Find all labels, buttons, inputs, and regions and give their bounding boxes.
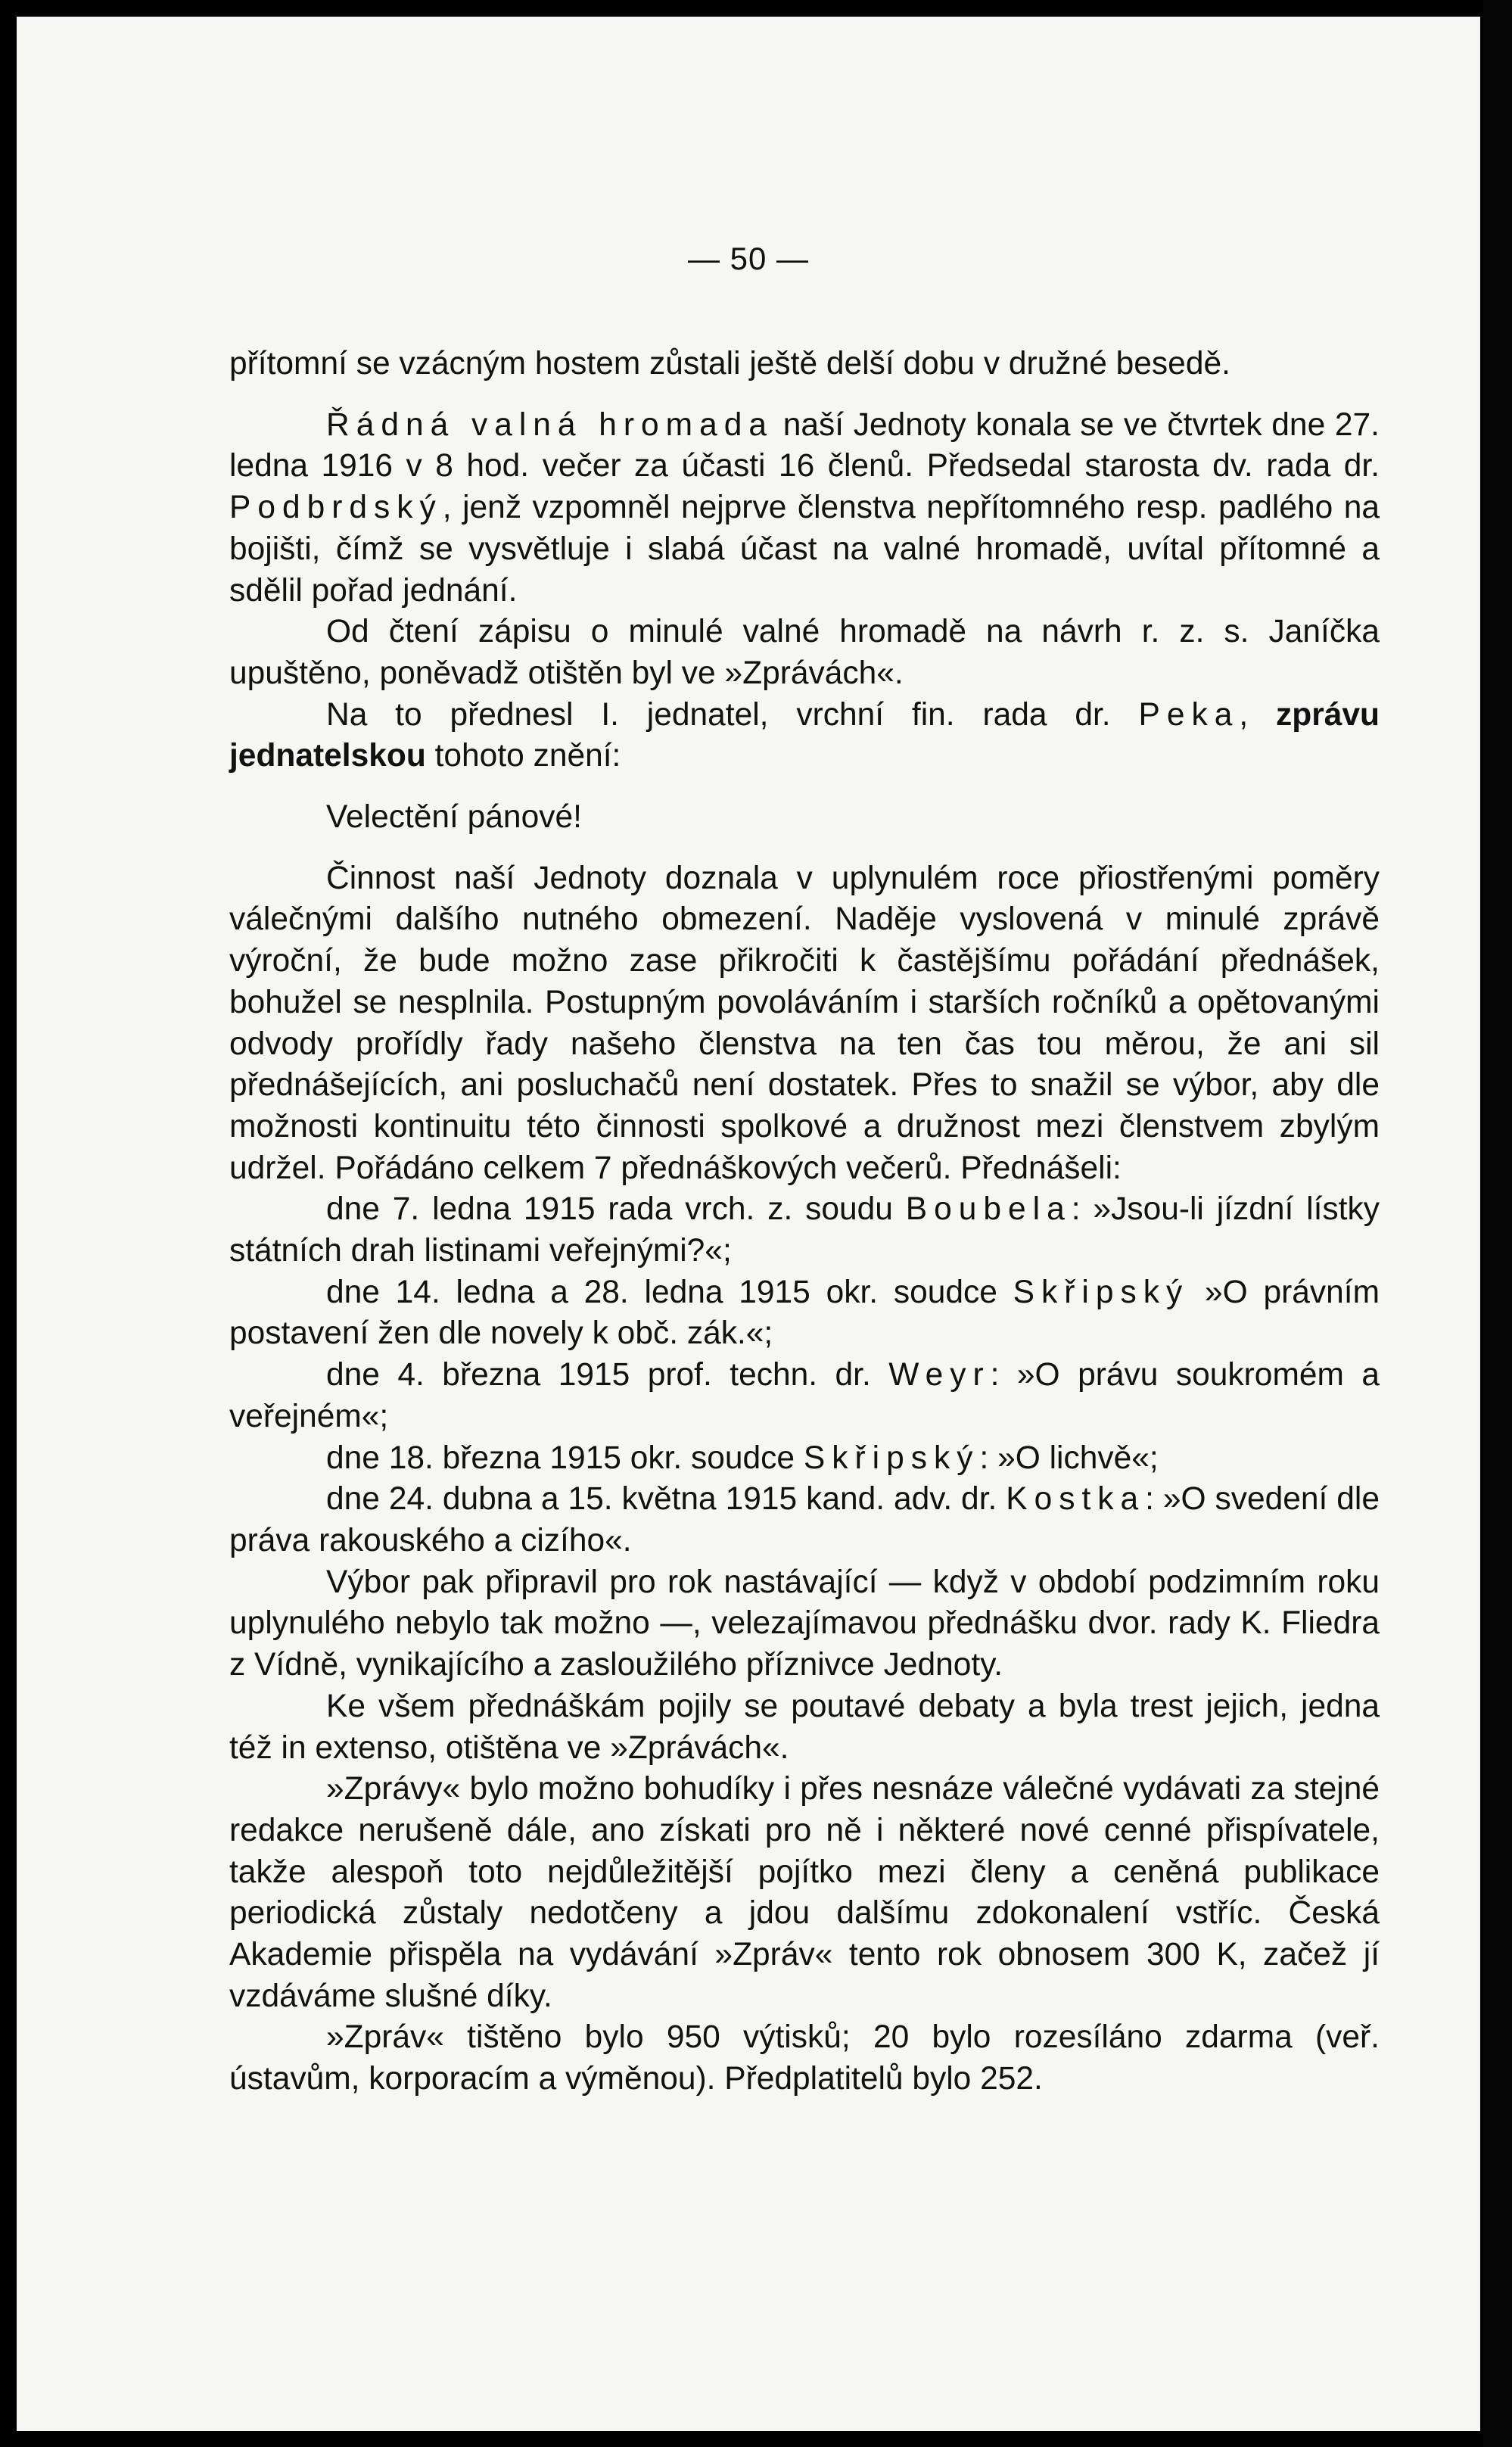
paragraph-text: Činnost naší Jednoty doznala v uplynulém roce přiostřenými poměry válečnými dalšího nutného obmezení. Naděje vyslovená v minulé zprávě výroční, že bude možno zase přikročiti k častějšímu pořádání přednášek, bohužel se nesplnila. Postupným povoláváním i starších ročníků a opětovanými odvody prořídly řady našeho členstva na ten čas tou měrou, že ani sil přednášejících, ani posluchačů není dostatek. Přes to snažil se výbor, aby dle možnosti kontinuitu této činnosti spolkové a družnost mezi členstvem zbylým udržel. Pořádáno celkem 7 přednáškových večerů. Přednášeli: (229, 860, 1380, 1186)
paragraph-text: dne 7. ledna 1915 rada vrch. z. soudu (326, 1191, 906, 1228)
salutation (229, 797, 1380, 839)
paragraph-text: , (1239, 696, 1276, 733)
paragraph-text: : »O lichvě«; (979, 1440, 1159, 1476)
paragraph-text: Velectění pánové! (326, 799, 582, 836)
bold-phrase: zprávu jednatelskou (229, 696, 1380, 774)
person-name: Weyr (888, 1357, 991, 1393)
person-name: Podbrdský (229, 490, 443, 526)
paragraph-text: »Zprávy« bylo možno bohudíky i přes nesnáze válečné vydávati za stejné redakce nerušeně dále, ano získati pro ně i některé nové cenné přispívatele, takže alespoň toto nejdůležitější pojítko mezi členy a ceněná publikace periodická zůstaly nedotčeny a jdou dalšímu zdokonalení vstříc. Česká Akademie přispěla na vydávání »Zpráv« tento rok obnosem 300 K, začež jí vzdáváme slušné díky. (229, 1771, 1380, 2014)
paragraph-text: dne 4. března 1915 prof. techn. dr. (326, 1357, 889, 1393)
paragraph-4 (229, 695, 1380, 777)
lecture-entry (229, 1479, 1380, 1561)
lecture-entry (229, 1272, 1380, 1355)
paragraph-text: dne 24. dubna a 15. května 1915 kand. adv. dr. (326, 1481, 1006, 1518)
person-name: Skřipský (803, 1440, 980, 1476)
paragraph-3 (229, 612, 1380, 694)
paragraph-text: Od čtení zápisu o minulé valné hromadě na návrh r. z. s. Janíčka upuštěno, poněvadž otištěn byl ve »Zprávách«. (229, 614, 1380, 691)
person-name: Skřipský (1013, 1274, 1190, 1310)
paragraph-14 (229, 1769, 1380, 2017)
spaced-heading: Řádná valná hromada (326, 406, 773, 443)
paragraph-text: dne 18. března 1915 okr. soudce (326, 1440, 804, 1476)
lecture-entry (229, 1355, 1380, 1437)
paragraph-text: Ke všem přednáškám pojily se poutavé debaty a byla trest jejich, jedna též in extenso, otištěna ve »Zprávách«. (229, 1688, 1380, 1766)
paragraph-15 (229, 2017, 1380, 2100)
paragraph-1 (229, 344, 1380, 385)
paragraph-text: »Zpráv« tištěno bylo 950 výtisků; 20 bylo rozesíláno zdarma (veř. ústavům, korporacím a výměnou). Předplatitelů bylo 252. (229, 2019, 1380, 2097)
lecture-entry (229, 1189, 1380, 1272)
lecture-entry (229, 1438, 1380, 1480)
document-page (17, 17, 1480, 2431)
paragraph-text: dne 14. ledna a 28. ledna 1915 okr. soudce (326, 1274, 1013, 1310)
paragraph-text: Na to přednesl I. jednatel, vrchní fin. rada dr. (326, 696, 1139, 733)
paragraph-text: naší Jednoty konala se ve čtvrtek dne 27. ledna 1916 v 8 hod. večer za účasti 16 členů. Předsedal starosta dv. rada dr. (229, 406, 1380, 484)
body-text (229, 344, 1380, 2100)
paragraph-13 (229, 1686, 1380, 1769)
paragraph-6 (229, 858, 1380, 1190)
paragraph-text: přítomní se vzácným hostem zůstali ještě delší dobu v družné besedě. (229, 346, 1230, 381)
paragraph-2 (229, 405, 1380, 612)
paragraph-text: , jenž vzpomněl nejprve členstva nepřítomného resp. padlého na bojišti, čímž se vysvětluje i slabá účast na valné hromadě, uvítal přítomné a sdělil pořad jednání. (229, 490, 1380, 609)
paragraph-text: : »O svedení dle práva rakouského a cizího«. (229, 1481, 1380, 1558)
paragraph-text: : »Jsou-li jízdní lístky státních drah listinami veřejnými?«; (229, 1191, 1380, 1269)
paragraph-text: Výbor pak připravil pro rok nastávající — když v období podzimním roku uplynulého nebylo tak možno —, velezajímavou přednášku dvor. rady K. Fliedra z Vídně, vynikajícího a zasloužilého příznivce Jednoty. (229, 1564, 1380, 1683)
person-name: Boubela (905, 1191, 1072, 1228)
scan-border (1483, 0, 1512, 2447)
paragraph-text: »O právním postavení žen dle novely k obč. zák.«; (229, 1274, 1380, 1352)
page-number: — 50 — (687, 241, 810, 276)
person-name: Kostka (1006, 1481, 1146, 1518)
paragraph-text: : »O právu soukromém a veřejném«; (229, 1357, 1380, 1434)
paragraph-text: tohoto znění: (425, 738, 621, 774)
person-name: Peka (1138, 696, 1240, 733)
paragraph-12 (229, 1562, 1380, 1686)
